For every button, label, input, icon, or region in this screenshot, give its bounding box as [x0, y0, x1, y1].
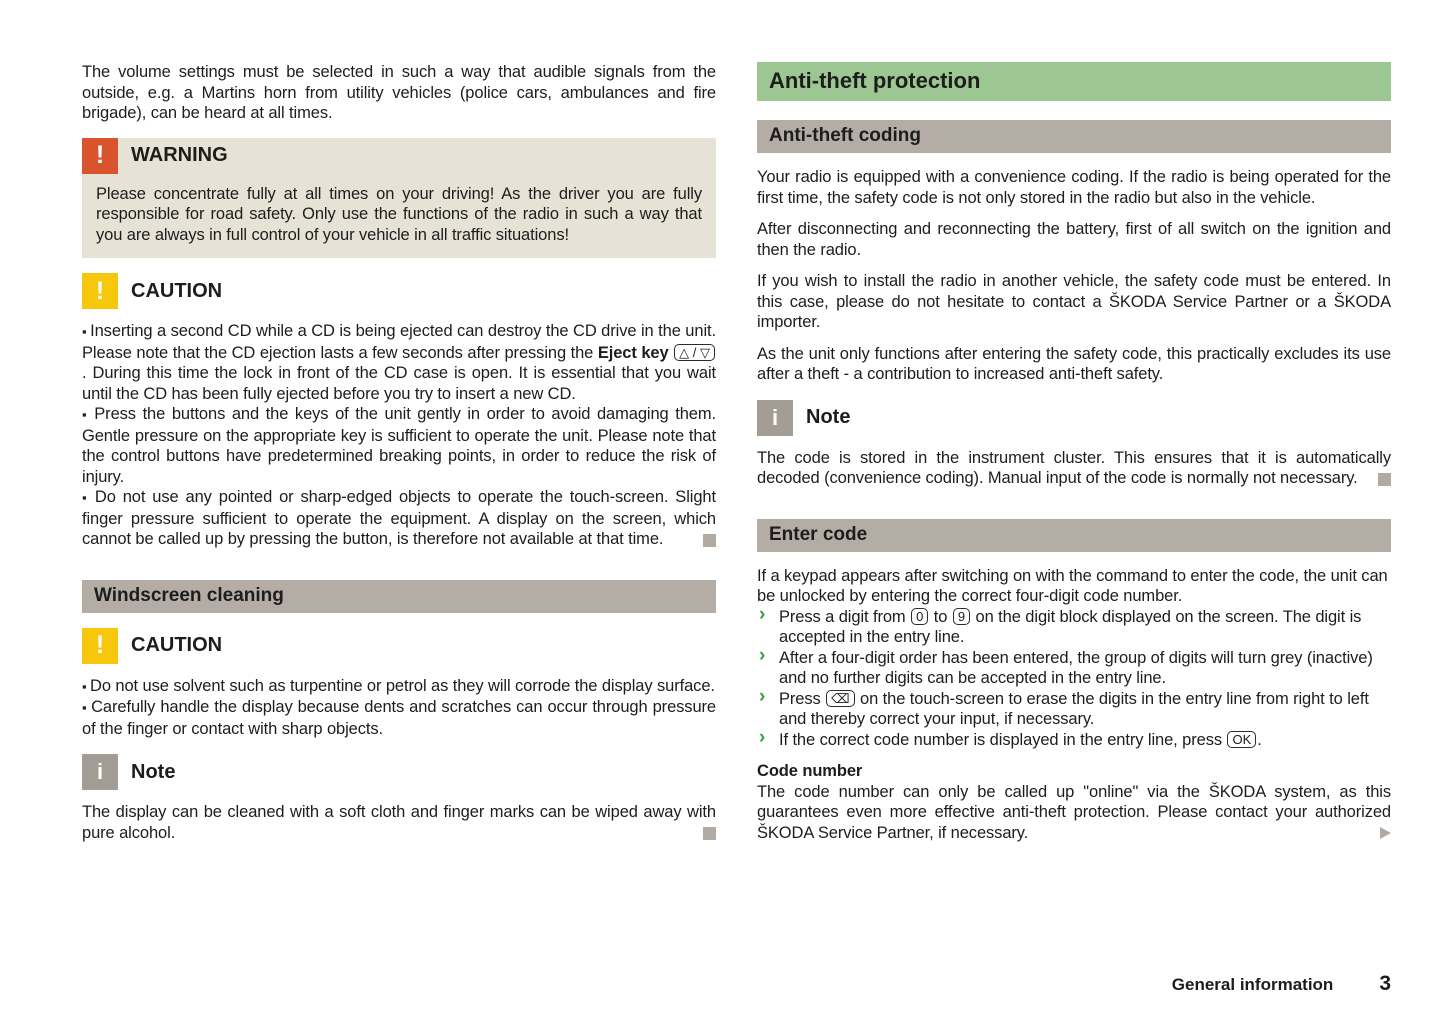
note-title: Note — [131, 760, 176, 783]
warning-title: WARNING — [131, 144, 228, 166]
digit-9-key-keycap-icon: 9 — [953, 608, 970, 626]
caution-item — [82, 487, 716, 550]
caution-item: ▪ Do not use solvent such as turpentine or petrol as they will corrode the display surface. — [82, 676, 716, 698]
end-of-section-marker — [703, 827, 716, 840]
chapter-header-anti-theft-protection: Anti-theft protection — [757, 62, 1391, 101]
paragraph: As the unit only functions after entering the safety code, this practically excludes its use after a theft - a contribution to increased anti-theft safety. — [757, 344, 1391, 383]
paragraph: After disconnecting and reconnecting the battery, first of all switch on the ignition and then the radio. — [757, 220, 1391, 259]
caution-item-text: Do not use any pointed or sharp-edged objects to operate the touch-screen. Slight finger pressure sufficient to operate the equipment. A display on the screen, which cannot be called up by pressing the button, is therefore not available at that time. — [82, 488, 716, 548]
end-of-section-marker — [1378, 473, 1391, 486]
caution-item: ▪ Carefully handle the display because dents and scratches can occur through pressure of the finger or contact with sharp objects. — [82, 697, 716, 739]
erase-key-keycap-icon: ⌫ — [826, 690, 854, 708]
step-item: › Press a digit from 0 to 9 on the digit block displayed on the screen. The digit is accepted in the entry line. — [757, 607, 1391, 648]
note-body-text: The code is stored in the instrument cluster. This ensures that it is automatically decoded (convenience coding). Manual input of the code is normally not necessary. — [757, 448, 1391, 487]
caution-list — [82, 321, 716, 550]
warning-exclamation-icon: ! — [82, 138, 118, 174]
note-title: Note — [806, 406, 851, 428]
caution-title: CAUTION — [131, 634, 223, 656]
ok-key-keycap-icon: OK — [1227, 731, 1256, 749]
code-number-heading: Code number — [757, 762, 863, 780]
caution-heading — [82, 273, 716, 309]
left-column — [82, 62, 716, 853]
enter-code-intro: If a keypad appears after switching on with the command to enter the code, the unit can be unlocked by entering the correct four-digit code number. — [757, 566, 1388, 605]
page-number: 3 — [1379, 972, 1391, 995]
section-header-anti-theft-coding: Anti-theft coding — [757, 120, 1391, 153]
note-info-icon: i — [757, 400, 793, 436]
note-body — [757, 448, 1391, 489]
section-header-windscreen-cleaning: Windscreen cleaning — [82, 580, 716, 613]
step-item: › Press ⌫ on the touch-screen to erase the digits in the entry line from right to left and thereby correct your input, if necessary. — [757, 689, 1391, 730]
note-info-icon: i — [82, 754, 118, 790]
caution-exclamation-icon: ! — [82, 628, 118, 664]
continuation-arrow-marker — [1380, 827, 1391, 839]
note-heading — [82, 754, 716, 790]
step-item: › After a four-digit order has been entered, the group of digits will turn grey (inactive) and no further digits can be accepted in the entry line. — [757, 648, 1391, 689]
eject-key-keycap-icon: △ / ▽ — [674, 344, 715, 362]
warning-body: Please concentrate fully at all times on your driving! As the driver you are fully responsible for road safety. Only use the functions of the radio in such a way that you are always in full control of your vehicle in all traffic situations! — [96, 184, 702, 244]
section-header-enter-code: Enter code — [757, 519, 1391, 552]
caution-exclamation-icon: ! — [82, 273, 118, 309]
paragraph: Your radio is equipped with a convenience coding. If the radio is being operated for the first time, the safety code is not only stored in the radio but also in the vehicle. — [757, 168, 1391, 207]
end-of-section-marker — [703, 534, 716, 547]
paragraph: If you wish to install the radio in another vehicle, the safety code must be entered. In this case, please do not hesitate to contact a ŠKODA Service Partner or a ŠKODA importer. — [757, 272, 1391, 331]
caution-list — [82, 676, 716, 740]
note-body — [82, 802, 716, 843]
caution-title: CAUTION — [131, 279, 223, 302]
page-footer — [1172, 972, 1391, 996]
note-heading — [757, 400, 1391, 436]
caution-item: ▪ Inserting a second CD while a CD is being ejected can destroy the CD drive in the unit. Please note that the CD ejection lasts a few seconds after pressing the Eject key △ / ▽. During this time the lock in front of the CD case is open. It is essential that you wait until the CD has been fully ejected before you try to insert a new CD. — [82, 321, 716, 404]
enter-code-steps — [757, 607, 1391, 751]
caution-item: ▪ Press the buttons and the keys of the unit gently in order to avoid damaging them. Gentle pressure on the appropriate key is sufficient to operate the unit. Please note that the control buttons have predetermined breaking points, in order to reduce the risk of injury. — [82, 404, 716, 487]
note-body-text: The display can be cleaned with a soft cloth and finger marks can be wiped away with pure alcohol. — [82, 803, 716, 842]
right-column — [757, 62, 1391, 853]
code-number-body-text: The code number can only be called up "online" via the ŠKODA system, as this guarantees even more effective anti-theft protection. Please contact your authorized ŠKODA Service Partner, if necessary. — [757, 782, 1391, 842]
digit-0-key-keycap-icon: 0 — [911, 608, 928, 626]
intro-paragraph: The volume settings must be selected in such a way that audible signals from the outside, e.g. a Martins horn from utility vehicles (police cars, ambulances and fire brigade), can be heard at all times. — [82, 63, 716, 122]
caution-heading — [82, 628, 716, 664]
warning-heading — [82, 138, 702, 174]
step-item: › If the correct code number is displayed in the entry line, press OK . — [757, 730, 1391, 751]
warning-box — [82, 138, 716, 259]
code-number-body — [757, 782, 1391, 844]
bold-text: Eject key — [597, 343, 669, 362]
footer-section-label: General information — [1171, 975, 1334, 994]
